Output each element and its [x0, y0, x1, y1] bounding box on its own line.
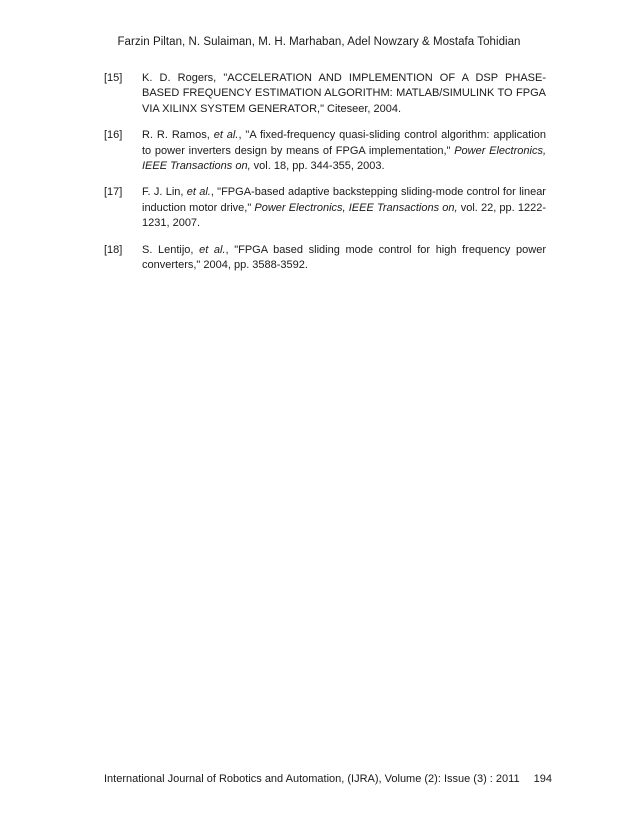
reference-number: [15]	[104, 72, 123, 84]
reference-run: , "FPGA-based adaptive backstepping sliding-mode control for linear induction motor drive,"	[142, 186, 546, 214]
reference-italic-run: Power Electronics, IEEE Transactions on,	[254, 201, 458, 214]
reference-text	[142, 128, 546, 174]
page-footer	[104, 773, 552, 785]
reference-run: K. D. Rogers, "ACCELERATION AND IMPLEMENTION OF A DSP PHASE-BASED FREQUENCY ESTIMATION ALGORITHM: MATLAB/SIMULINK TO FPGA VIA XILINX SYSTEM GENERATOR," Citeseer, 2004.	[142, 72, 546, 115]
reference-item	[104, 243, 546, 274]
reference-italic-run: et al.	[199, 243, 226, 256]
reference-run: , "FPGA based sliding mode control for high frequency power converters," 2004, pp. 3588-3592.	[142, 243, 546, 272]
reference-italic-run: Power Electronics, IEEE Transactions on,	[142, 144, 547, 173]
header-authors: Farzin Piltan, N. Sulaiman, M. H. Marhaban, Adel Nowzary & Mostafa Tohidian	[117, 36, 521, 48]
reference-text	[142, 71, 546, 117]
reference-run: F. J. Lin,	[142, 186, 187, 199]
reference-run: , "A fixed-frequency quasi-sliding control algorithm: application to power inverters design by means of FPGA implementation,"	[142, 129, 546, 157]
reference-run: R. R. Ramos,	[142, 129, 214, 142]
reference-text	[142, 185, 546, 231]
reference-number: [17]	[104, 186, 123, 199]
reference-item	[104, 185, 546, 231]
reference-italic-run: et al.	[186, 186, 211, 199]
reference-italic-run: et al.	[213, 129, 239, 142]
reference-list	[104, 71, 546, 284]
reference-text	[142, 243, 546, 274]
reference-run: vol. 22, pp. 1222-1231, 2007.	[142, 201, 546, 230]
page-header	[0, 36, 638, 48]
reference-item	[104, 128, 546, 174]
reference-run: vol. 18, pp. 344-355, 2003.	[250, 160, 385, 173]
reference-number: [16]	[104, 129, 123, 142]
reference-item	[104, 71, 546, 117]
reference-number: [18]	[104, 243, 123, 256]
reference-run: S. Lentijo,	[142, 243, 200, 256]
footer-journal: International Journal of Robotics and Automation, (IJRA), Volume (2): Issue (3) : 2011	[104, 773, 520, 785]
page-number: 194	[533, 773, 552, 785]
